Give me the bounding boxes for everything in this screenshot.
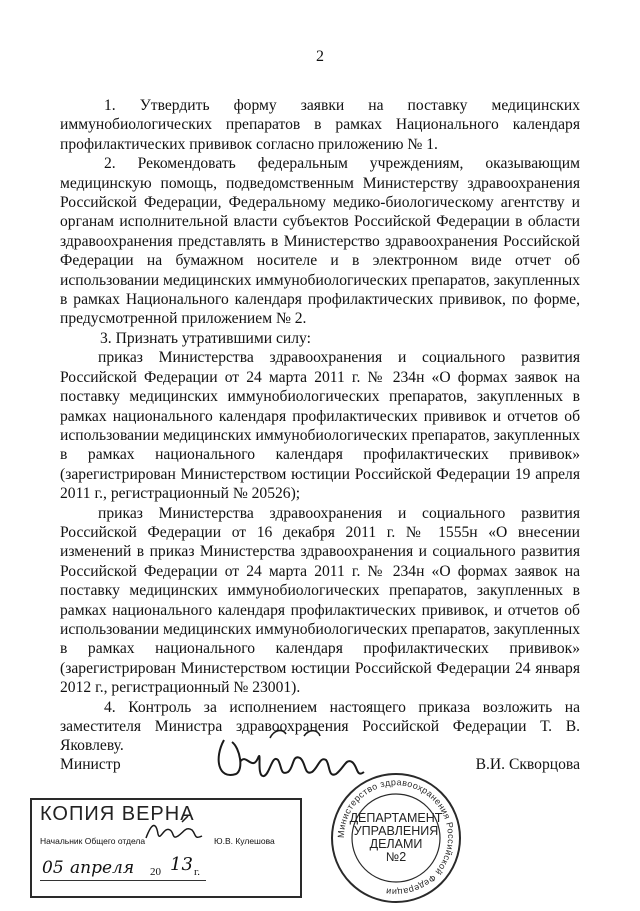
seal-ring-text: Министерство здравоохранения Российской Федерации <box>335 777 457 898</box>
copy-stamp-title: КОПИЯ ВЕРНА <box>40 803 195 825</box>
copy-certification-stamp <box>30 798 302 898</box>
seal-line-2: УПРАВЛЕНИЯ <box>353 824 439 838</box>
date-year: 13 <box>170 854 193 875</box>
clerk-signature <box>142 814 212 846</box>
seal-line-3: ДЕЛАМИ <box>369 837 423 851</box>
paragraph-4: 4. Контроль за исполнением настоящего приказа возложить на заместителя Министра здравоохранения Российской Федерации Т. В. Яковлеву. <box>60 698 580 755</box>
paragraph-2: 2. Рекомендовать федеральным учреждениям, оказывающим медицинскую помощь, подведомственным Министерству здравоохранения Российской Федерации, Федеральному медико-биологическому агентству и органам исполнительной власти субъектов Российской Федерации в области здравоохранения представлять в Министерство здравоохранения Российской Федерации на бумажном носителе и в электронном виде отчет об использовании медицинских иммунобиологических препаратов, закупленных в рамках Национального календаря профилактических прививок, по форме, предусмотренной приложением № 2. <box>60 155 580 328</box>
date-underline <box>40 880 206 881</box>
paragraph-1: 1. Утвердить форму заявки на поставку медицинских иммунобиологических препаратов в рамках Национального календаря профилактических прививок согласно приложению № 1. <box>60 97 580 153</box>
document-body <box>60 96 580 756</box>
copy-stamp-position: Начальник Общего отдела <box>40 836 146 846</box>
seal-line-4: №2 <box>385 850 407 864</box>
date-century: 20 <box>150 866 161 878</box>
seal-line-1: ДЕПАРТАМЕНТ <box>349 811 443 825</box>
signatory-name: В.И. Скворцова <box>475 756 580 773</box>
page-number: 2 <box>316 48 324 65</box>
date-unit: г. <box>194 866 201 878</box>
paragraph-3-heading: 3. Признать утратившими силу: <box>100 329 311 347</box>
paragraph-3-order-2: приказ Министерства здравоохранения и социального развития Российской Федерации от 16 декабря 2011 г. № 1555н «О внесении изменений в приказ Министерства здравоохранения и социального развития Российской Федерации от 24 марта 2011 г. № 234н «О формах заявок на поставку медицинских иммунобиологических препаратов, закупленных в рамках национального календаря профилактических прививок, и отчетов об использовании медицинских иммунобиологических препаратов, закупленных в рамках национального календаря профилактических прививок» (зарегистрирован Министерством юстиции Российской Федерации 24 января 2012 г., регистрационный № 23001). <box>60 504 580 697</box>
date-month: апреля <box>70 858 135 878</box>
department-seal <box>328 770 464 906</box>
paragraph-3-order-1: приказ Министерства здравоохранения и социального развития Российской Федерации от 24 марта 2011 г. № 234н «О формах заявок на поставку медицинских иммунобиологических препаратов, закупленных в рамках национального календаря профилактических прививок и отчетов об использовании медицинских иммунобиологических препаратов, закупленных в рамках национального календаря профилактических прививок» (зарегистрирован Министерством юстиции Российской Федерации 19 апреля 2011 г., регистрационный № 20526); <box>60 349 580 503</box>
date-day: 05 <box>42 858 64 878</box>
signature-block <box>60 752 580 792</box>
seal-center-text <box>328 812 464 864</box>
copy-stamp-date <box>38 856 218 890</box>
signatory-title: Министр <box>60 756 121 773</box>
copy-stamp-person: Ю.В. Кулешова <box>214 836 275 846</box>
